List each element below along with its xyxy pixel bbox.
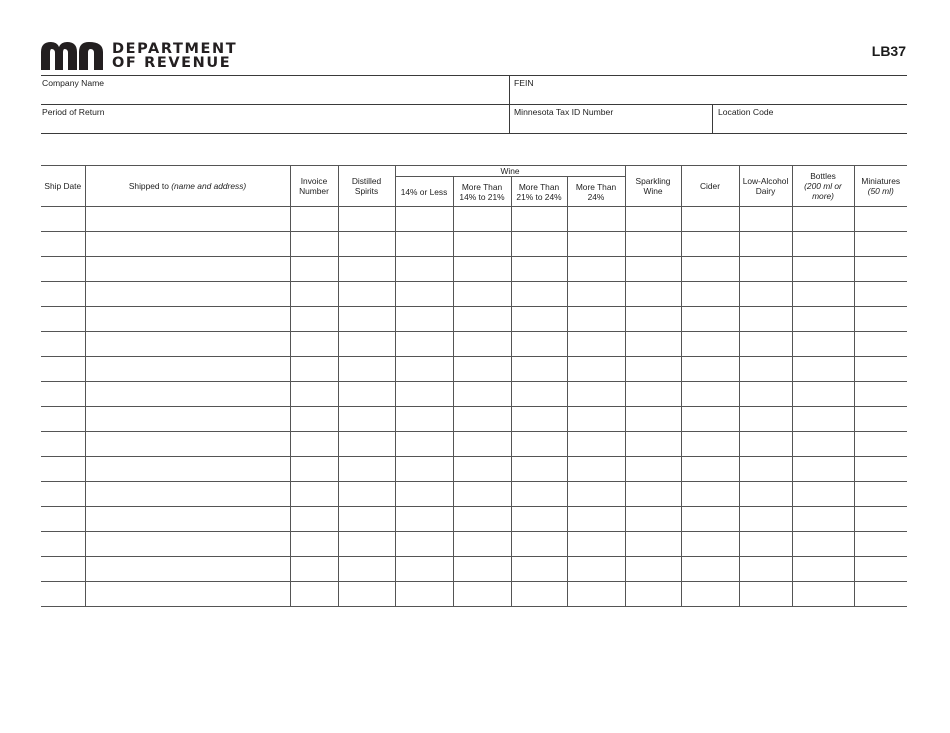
col-label-line: Spirits bbox=[354, 186, 379, 196]
table-row bbox=[41, 257, 907, 282]
entry-cell[interactable] bbox=[41, 282, 85, 307]
entry-cell[interactable] bbox=[511, 257, 567, 282]
entry-cell[interactable] bbox=[41, 557, 85, 582]
entry-cell[interactable] bbox=[41, 582, 85, 607]
col-label-line: More Than bbox=[518, 181, 560, 192]
entry-cell[interactable] bbox=[85, 257, 290, 282]
entry-cell[interactable] bbox=[85, 282, 290, 307]
entry-cell[interactable] bbox=[681, 282, 739, 307]
entry-cell[interactable] bbox=[854, 432, 907, 457]
entry-cell[interactable] bbox=[453, 332, 511, 357]
entry-cell[interactable] bbox=[854, 457, 907, 482]
col-wine-14-or-less: 14% or Less bbox=[395, 177, 453, 207]
col-label-line: Invoice bbox=[300, 176, 328, 186]
entry-cell[interactable] bbox=[290, 307, 338, 332]
col-label-line: Wine bbox=[643, 186, 663, 196]
period-of-return-field[interactable]: Period of Return bbox=[42, 107, 105, 117]
entry-cell[interactable] bbox=[453, 257, 511, 282]
entry-cell[interactable] bbox=[85, 307, 290, 332]
entry-cell[interactable] bbox=[453, 432, 511, 457]
entry-cell[interactable] bbox=[41, 482, 85, 507]
entry-cell[interactable] bbox=[338, 557, 395, 582]
shipped-to-label: Shipped to bbox=[128, 181, 169, 191]
entry-cell[interactable] bbox=[739, 232, 792, 257]
entry-cell[interactable] bbox=[85, 582, 290, 607]
entry-cell[interactable] bbox=[567, 582, 625, 607]
entry-cell[interactable] bbox=[453, 382, 511, 407]
entry-cell[interactable] bbox=[739, 582, 792, 607]
entry-cell[interactable] bbox=[625, 282, 681, 307]
entry-cell[interactable] bbox=[625, 457, 681, 482]
entry-cell[interactable] bbox=[453, 232, 511, 257]
entry-cell[interactable] bbox=[739, 207, 792, 232]
entry-cell[interactable] bbox=[85, 382, 290, 407]
col-label-line: More Than bbox=[575, 181, 617, 192]
entry-cell[interactable] bbox=[681, 307, 739, 332]
entry-cell[interactable] bbox=[395, 432, 453, 457]
entry-cell[interactable] bbox=[681, 482, 739, 507]
table-row bbox=[41, 557, 907, 582]
entry-cell[interactable] bbox=[681, 207, 739, 232]
entry-cell[interactable] bbox=[792, 482, 854, 507]
entry-cell[interactable] bbox=[567, 282, 625, 307]
form-id: LB37 bbox=[871, 43, 906, 59]
entry-cell[interactable] bbox=[739, 432, 792, 457]
col-label-line: Bottles bbox=[810, 171, 836, 181]
entry-cell[interactable] bbox=[41, 332, 85, 357]
entry-cell[interactable] bbox=[85, 357, 290, 382]
mn-logo-icon bbox=[41, 42, 103, 70]
col-label-line: Number bbox=[299, 186, 329, 196]
entry-cell[interactable] bbox=[567, 407, 625, 432]
entry-cell[interactable] bbox=[792, 282, 854, 307]
table-row bbox=[41, 407, 907, 432]
entry-cell[interactable] bbox=[453, 207, 511, 232]
entry-cell[interactable] bbox=[739, 482, 792, 507]
entry-cell[interactable] bbox=[41, 257, 85, 282]
entry-cell[interactable] bbox=[681, 382, 739, 407]
entry-cell[interactable] bbox=[792, 307, 854, 332]
entry-cell[interactable] bbox=[41, 532, 85, 557]
shipped-to-note: (name and address) bbox=[171, 181, 247, 191]
entry-cell[interactable] bbox=[338, 307, 395, 332]
entry-cell[interactable] bbox=[453, 457, 511, 482]
entry-cell[interactable] bbox=[290, 557, 338, 582]
entry-cell[interactable] bbox=[511, 582, 567, 607]
col-wine-more-than-24 bbox=[567, 177, 625, 207]
entry-cell[interactable] bbox=[854, 507, 907, 532]
company-name-field[interactable]: Company Name bbox=[42, 78, 105, 88]
entry-cell[interactable] bbox=[792, 207, 854, 232]
entry-cell[interactable] bbox=[567, 557, 625, 582]
col-label-line: 24% bbox=[587, 191, 605, 202]
entry-cell[interactable] bbox=[854, 532, 907, 557]
location-code-field[interactable]: Location Code bbox=[718, 107, 774, 117]
entry-cell[interactable] bbox=[567, 532, 625, 557]
entry-cell[interactable] bbox=[739, 457, 792, 482]
table-row bbox=[41, 282, 907, 307]
entry-cell[interactable] bbox=[681, 432, 739, 457]
entry-cell[interactable] bbox=[625, 432, 681, 457]
entry-cell[interactable] bbox=[511, 357, 567, 382]
entry-cell[interactable] bbox=[453, 407, 511, 432]
entry-cell[interactable] bbox=[290, 232, 338, 257]
entry-cell[interactable] bbox=[85, 332, 290, 357]
entry-cell[interactable] bbox=[567, 432, 625, 457]
entry-cell[interactable] bbox=[453, 307, 511, 332]
entry-cell[interactable] bbox=[338, 457, 395, 482]
entry-cell[interactable] bbox=[290, 432, 338, 457]
col-distilled-spirits bbox=[338, 166, 395, 207]
table-row bbox=[41, 207, 907, 232]
entry-cell[interactable] bbox=[854, 482, 907, 507]
entry-cell[interactable] bbox=[85, 457, 290, 482]
table-row bbox=[41, 232, 907, 257]
entry-cell[interactable] bbox=[567, 382, 625, 407]
entry-cell[interactable] bbox=[681, 232, 739, 257]
entry-cell[interactable] bbox=[854, 557, 907, 582]
entry-cell[interactable] bbox=[567, 257, 625, 282]
entry-cell[interactable] bbox=[290, 532, 338, 557]
entry-cell[interactable] bbox=[338, 532, 395, 557]
entry-cell[interactable] bbox=[395, 507, 453, 532]
entry-cell[interactable] bbox=[792, 457, 854, 482]
entry-cell[interactable] bbox=[395, 457, 453, 482]
col-bottles bbox=[792, 166, 854, 207]
entry-cell[interactable] bbox=[511, 557, 567, 582]
entry-cell[interactable] bbox=[681, 457, 739, 482]
col-wine-21-to-24 bbox=[511, 177, 567, 207]
entry-cell[interactable] bbox=[511, 332, 567, 357]
entry-cell[interactable] bbox=[290, 507, 338, 532]
entry-cell[interactable] bbox=[85, 407, 290, 432]
entry-cell[interactable] bbox=[290, 582, 338, 607]
entry-cell[interactable] bbox=[511, 407, 567, 432]
entry-cell[interactable] bbox=[625, 257, 681, 282]
entry-cell[interactable] bbox=[511, 532, 567, 557]
entry-cell[interactable] bbox=[511, 232, 567, 257]
taxpayer-info-section bbox=[41, 75, 907, 134]
entry-cell[interactable] bbox=[41, 432, 85, 457]
table-row bbox=[41, 382, 907, 407]
entry-cell[interactable] bbox=[854, 357, 907, 382]
entry-cell[interactable] bbox=[338, 257, 395, 282]
col-wine-14-to-21 bbox=[453, 177, 511, 207]
entry-cell[interactable] bbox=[338, 207, 395, 232]
entry-cell[interactable] bbox=[567, 457, 625, 482]
divider bbox=[509, 75, 510, 134]
entry-cell[interactable] bbox=[395, 532, 453, 557]
entry-cell[interactable] bbox=[739, 357, 792, 382]
entry-cell[interactable] bbox=[290, 257, 338, 282]
entry-cell[interactable] bbox=[338, 357, 395, 382]
table-row bbox=[41, 482, 907, 507]
entry-cell[interactable] bbox=[41, 382, 85, 407]
entry-cell[interactable] bbox=[395, 482, 453, 507]
col-ship-date: Ship Date bbox=[41, 166, 85, 207]
entry-cell[interactable] bbox=[511, 282, 567, 307]
col-label-line: Miniatures bbox=[861, 176, 901, 186]
entry-cell[interactable] bbox=[625, 407, 681, 432]
entry-cell[interactable] bbox=[739, 407, 792, 432]
entry-cell[interactable] bbox=[453, 507, 511, 532]
entry-cell[interactable] bbox=[453, 357, 511, 382]
entry-cell[interactable] bbox=[395, 407, 453, 432]
entry-cell[interactable] bbox=[41, 507, 85, 532]
entry-cell[interactable] bbox=[453, 282, 511, 307]
divider bbox=[41, 133, 907, 134]
entry-cell[interactable] bbox=[290, 457, 338, 482]
entry-cell[interactable] bbox=[395, 232, 453, 257]
entry-cell[interactable] bbox=[567, 507, 625, 532]
entry-cell[interactable] bbox=[290, 382, 338, 407]
entry-cell[interactable] bbox=[85, 482, 290, 507]
entry-cell[interactable] bbox=[567, 307, 625, 332]
entry-cell[interactable] bbox=[681, 582, 739, 607]
entry-cell[interactable] bbox=[511, 432, 567, 457]
shipments-table bbox=[41, 165, 907, 607]
entry-cell[interactable] bbox=[792, 232, 854, 257]
entry-cell[interactable] bbox=[338, 332, 395, 357]
entry-cell[interactable] bbox=[395, 332, 453, 357]
entry-cell[interactable] bbox=[290, 407, 338, 432]
entry-cell[interactable] bbox=[395, 382, 453, 407]
entry-cell[interactable] bbox=[453, 482, 511, 507]
entry-cell[interactable] bbox=[739, 507, 792, 532]
entry-cell[interactable] bbox=[625, 482, 681, 507]
col-label-line: (50 ml) bbox=[867, 186, 894, 196]
entry-cell[interactable] bbox=[854, 407, 907, 432]
entry-cell[interactable] bbox=[792, 257, 854, 282]
entry-cell[interactable] bbox=[739, 332, 792, 357]
entry-cell[interactable] bbox=[854, 582, 907, 607]
entry-cell[interactable] bbox=[739, 307, 792, 332]
col-invoice-number bbox=[290, 166, 338, 207]
col-label-line: Low-Alcohol bbox=[742, 176, 789, 186]
entry-cell[interactable] bbox=[625, 532, 681, 557]
entry-cell[interactable] bbox=[625, 557, 681, 582]
table-row bbox=[41, 457, 907, 482]
entry-cell[interactable] bbox=[792, 332, 854, 357]
entry-cell[interactable] bbox=[338, 432, 395, 457]
entry-cell[interactable] bbox=[625, 232, 681, 257]
entry-cell[interactable] bbox=[792, 557, 854, 582]
entry-cell[interactable] bbox=[792, 582, 854, 607]
entry-cell[interactable] bbox=[625, 332, 681, 357]
entry-cell[interactable] bbox=[41, 207, 85, 232]
col-low-alcohol-dairy bbox=[739, 166, 792, 207]
entry-cell[interactable] bbox=[338, 482, 395, 507]
entry-cell[interactable] bbox=[792, 407, 854, 432]
table-row bbox=[41, 582, 907, 607]
entry-cell[interactable] bbox=[739, 257, 792, 282]
entry-cell[interactable] bbox=[41, 307, 85, 332]
entry-cell[interactable] bbox=[739, 532, 792, 557]
entry-cell[interactable] bbox=[511, 382, 567, 407]
entry-cell[interactable] bbox=[395, 257, 453, 282]
entry-cell[interactable] bbox=[739, 557, 792, 582]
entry-cell[interactable] bbox=[41, 232, 85, 257]
entry-cell[interactable] bbox=[85, 532, 290, 557]
entry-cell[interactable] bbox=[290, 357, 338, 382]
entry-cell[interactable] bbox=[395, 582, 453, 607]
entry-cell[interactable] bbox=[395, 357, 453, 382]
entry-cell[interactable] bbox=[290, 282, 338, 307]
entry-cell[interactable] bbox=[567, 207, 625, 232]
mn-tax-id-field[interactable]: Minnesota Tax ID Number bbox=[514, 107, 614, 117]
divider bbox=[712, 104, 713, 134]
entry-cell[interactable] bbox=[338, 382, 395, 407]
table-row bbox=[41, 357, 907, 382]
entry-cell[interactable] bbox=[681, 532, 739, 557]
shipments-table-wrap bbox=[41, 165, 907, 607]
divider bbox=[41, 104, 907, 105]
entry-cell[interactable] bbox=[681, 357, 739, 382]
table-row bbox=[41, 507, 907, 532]
entry-cell[interactable] bbox=[854, 232, 907, 257]
entry-cell[interactable] bbox=[567, 482, 625, 507]
divider bbox=[41, 75, 907, 76]
entry-cell[interactable] bbox=[85, 232, 290, 257]
entry-cell[interactable] bbox=[625, 307, 681, 332]
entry-cell[interactable] bbox=[854, 257, 907, 282]
entry-cell[interactable] bbox=[681, 332, 739, 357]
entry-cell[interactable] bbox=[41, 357, 85, 382]
entry-cell[interactable] bbox=[625, 582, 681, 607]
logo-line-1: DEPARTMENT bbox=[112, 41, 238, 57]
col-label-line: 21% to 24% bbox=[516, 191, 562, 202]
entry-cell[interactable] bbox=[41, 407, 85, 432]
col-label-line: Distilled bbox=[351, 176, 382, 186]
entry-cell[interactable] bbox=[792, 432, 854, 457]
entry-cell[interactable] bbox=[511, 482, 567, 507]
entry-cell[interactable] bbox=[511, 207, 567, 232]
entry-cell[interactable] bbox=[338, 407, 395, 432]
entry-cell[interactable] bbox=[792, 357, 854, 382]
entry-cell[interactable] bbox=[338, 582, 395, 607]
entry-cell[interactable] bbox=[625, 507, 681, 532]
entry-cell[interactable] bbox=[567, 332, 625, 357]
entry-cell[interactable] bbox=[290, 482, 338, 507]
entry-cell[interactable] bbox=[681, 507, 739, 532]
table-row bbox=[41, 332, 907, 357]
entry-cell[interactable] bbox=[453, 532, 511, 557]
entry-cell[interactable] bbox=[395, 557, 453, 582]
entry-cell[interactable] bbox=[739, 382, 792, 407]
entry-cell[interactable] bbox=[338, 232, 395, 257]
col-label-line: (200 ml or more) bbox=[804, 181, 842, 201]
entry-cell[interactable] bbox=[567, 357, 625, 382]
table-row bbox=[41, 432, 907, 457]
col-group-wine: Wine bbox=[395, 166, 625, 177]
entry-cell[interactable] bbox=[511, 507, 567, 532]
entry-cell[interactable] bbox=[511, 457, 567, 482]
entry-cell[interactable] bbox=[453, 557, 511, 582]
entry-cell[interactable] bbox=[395, 282, 453, 307]
entry-cell[interactable] bbox=[85, 557, 290, 582]
col-shipped-to bbox=[85, 166, 290, 207]
fein-field[interactable]: FEIN bbox=[514, 78, 534, 88]
entry-cell[interactable] bbox=[290, 207, 338, 232]
logo-text bbox=[112, 42, 237, 70]
col-label-line: Sparkling bbox=[635, 176, 671, 186]
entry-cell[interactable] bbox=[681, 407, 739, 432]
entry-cell[interactable] bbox=[453, 582, 511, 607]
entry-cell[interactable] bbox=[854, 282, 907, 307]
entry-cell[interactable] bbox=[854, 307, 907, 332]
table-row bbox=[41, 307, 907, 332]
entry-cell[interactable] bbox=[792, 532, 854, 557]
entry-cell[interactable] bbox=[395, 207, 453, 232]
entry-cell[interactable] bbox=[854, 382, 907, 407]
entry-cell[interactable] bbox=[395, 307, 453, 332]
entry-cell[interactable] bbox=[567, 232, 625, 257]
col-sparkling-wine bbox=[625, 166, 681, 207]
entry-cell[interactable] bbox=[681, 557, 739, 582]
table-row bbox=[41, 532, 907, 557]
entry-cell[interactable] bbox=[85, 507, 290, 532]
entry-cell[interactable] bbox=[792, 382, 854, 407]
col-label-line: Dairy bbox=[755, 186, 776, 196]
shipments-table-body bbox=[41, 207, 907, 607]
entry-cell[interactable] bbox=[338, 507, 395, 532]
entry-cell[interactable] bbox=[85, 207, 290, 232]
mn-revenue-logo bbox=[41, 42, 237, 70]
entry-cell[interactable] bbox=[338, 282, 395, 307]
entry-cell[interactable] bbox=[85, 432, 290, 457]
entry-cell[interactable] bbox=[290, 332, 338, 357]
entry-cell[interactable] bbox=[854, 207, 907, 232]
col-cider: Cider bbox=[681, 166, 739, 207]
entry-cell[interactable] bbox=[739, 282, 792, 307]
col-miniatures bbox=[854, 166, 907, 207]
entry-cell[interactable] bbox=[625, 382, 681, 407]
entry-cell[interactable] bbox=[625, 207, 681, 232]
entry-cell[interactable] bbox=[854, 332, 907, 357]
logo-line-2: OF REVENUE bbox=[112, 55, 232, 71]
col-label-line: 14% to 21% bbox=[459, 191, 505, 202]
entry-cell[interactable] bbox=[625, 357, 681, 382]
entry-cell[interactable] bbox=[792, 507, 854, 532]
entry-cell[interactable] bbox=[681, 257, 739, 282]
entry-cell[interactable] bbox=[41, 457, 85, 482]
entry-cell[interactable] bbox=[511, 307, 567, 332]
col-label-line: More Than bbox=[461, 181, 503, 192]
